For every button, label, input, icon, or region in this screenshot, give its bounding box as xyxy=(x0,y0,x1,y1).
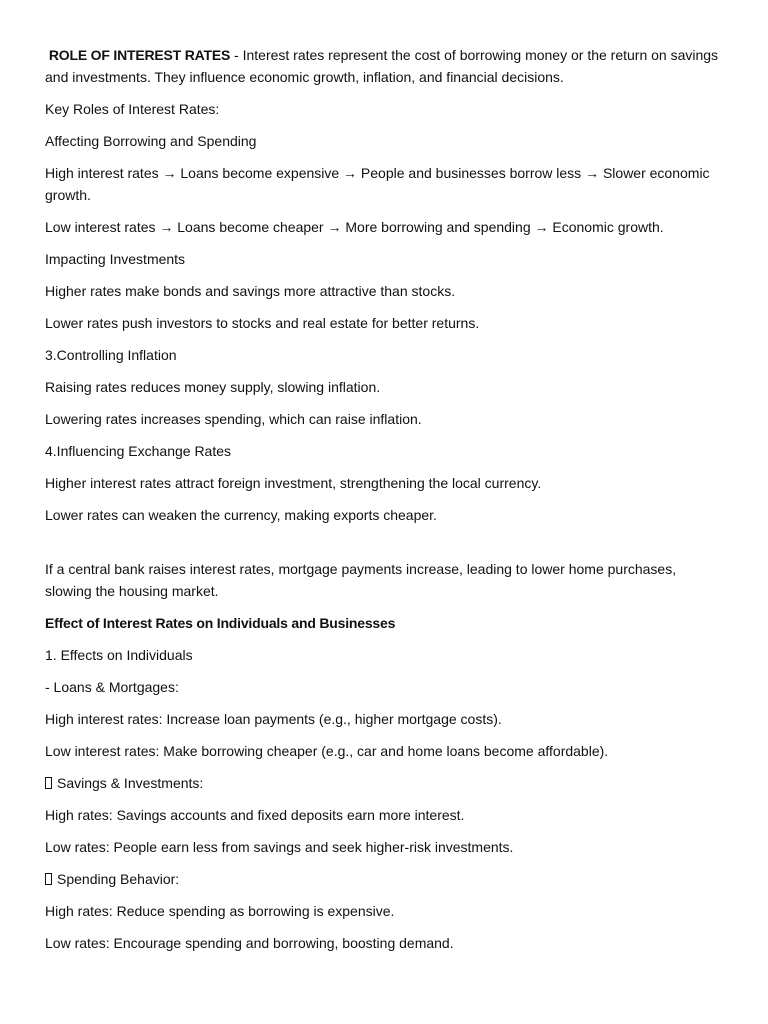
loans-heading: - Loans & Mortgages: xyxy=(45,679,179,695)
document-title: ROLE OF INTEREST RATES xyxy=(48,47,231,63)
section-heading-investments: Impacting Investments xyxy=(45,251,186,267)
savings-line-low: Low rates: People earn less from savings and seek higher-risk investments. xyxy=(45,839,514,855)
example-paragraph: If a central bank raises interest rates, mortgage payments increase, leading to lower home purchases, slowing the housing market. xyxy=(45,561,677,599)
spending-heading: Spending Behavior: xyxy=(57,871,180,887)
section-heading-borrowing: Affecting Borrowing and Spending xyxy=(45,133,257,149)
missing-glyph-icon xyxy=(45,777,52,789)
key-roles-heading: Key Roles of Interest Rates: xyxy=(45,101,220,117)
borrowing-line-low: Low interest rates → Loans become cheaper → More borrowing and spending → Economic growth. xyxy=(45,219,664,235)
loans-line-low: Low interest rates: Make borrowing cheaper (e.g., car and home loans become affordable). xyxy=(45,743,609,759)
exchange-line-low: Lower rates can weaken the currency, making exports cheaper. xyxy=(45,507,437,523)
spending-line-high: High rates: Reduce spending as borrowing is expensive. xyxy=(45,903,395,919)
missing-glyph-icon xyxy=(45,873,52,885)
section-heading-inflation: 3.Controlling Inflation xyxy=(45,347,177,363)
effects-heading: Effect of Interest Rates on Individuals and Businesses xyxy=(45,615,396,631)
title-separator: - xyxy=(230,47,243,63)
section-heading-exchange: 4.Influencing Exchange Rates xyxy=(45,443,232,459)
spending-line-low: Low rates: Encourage spending and borrowing, boosting demand. xyxy=(45,935,454,951)
savings-heading: Savings & Investments: xyxy=(57,775,204,791)
intro-text: Interest rates represent the cost of borrowing money or the return on savings and investments. They influence economic growth, inflation, and financial decisions. xyxy=(45,47,719,85)
loans-line-high: High interest rates: Increase loan payments (e.g., higher mortgage costs). xyxy=(45,711,502,727)
inflation-line-lower: Lowering rates increases spending, which can raise inflation. xyxy=(45,411,422,427)
borrowing-line-high: High interest rates → Loans become expensive → People and businesses borrow less → Slower economic growth. xyxy=(45,165,710,203)
inflation-line-raise: Raising rates reduces money supply, slowing inflation. xyxy=(45,379,381,395)
spending-heading-row xyxy=(45,868,725,890)
investments-line-high: Higher rates make bonds and savings more attractive than stocks. xyxy=(45,283,456,299)
investments-line-low: Lower rates push investors to stocks and real estate for better returns. xyxy=(45,315,480,331)
effects-individuals-heading: 1. Effects on Individuals xyxy=(45,647,193,663)
savings-heading-row xyxy=(45,772,725,794)
intro-paragraph xyxy=(45,44,725,88)
savings-line-high: High rates: Savings accounts and fixed deposits earn more interest. xyxy=(45,807,465,823)
exchange-line-high: Higher interest rates attract foreign investment, strengthening the local currency. xyxy=(45,475,542,491)
document-page xyxy=(45,44,725,964)
